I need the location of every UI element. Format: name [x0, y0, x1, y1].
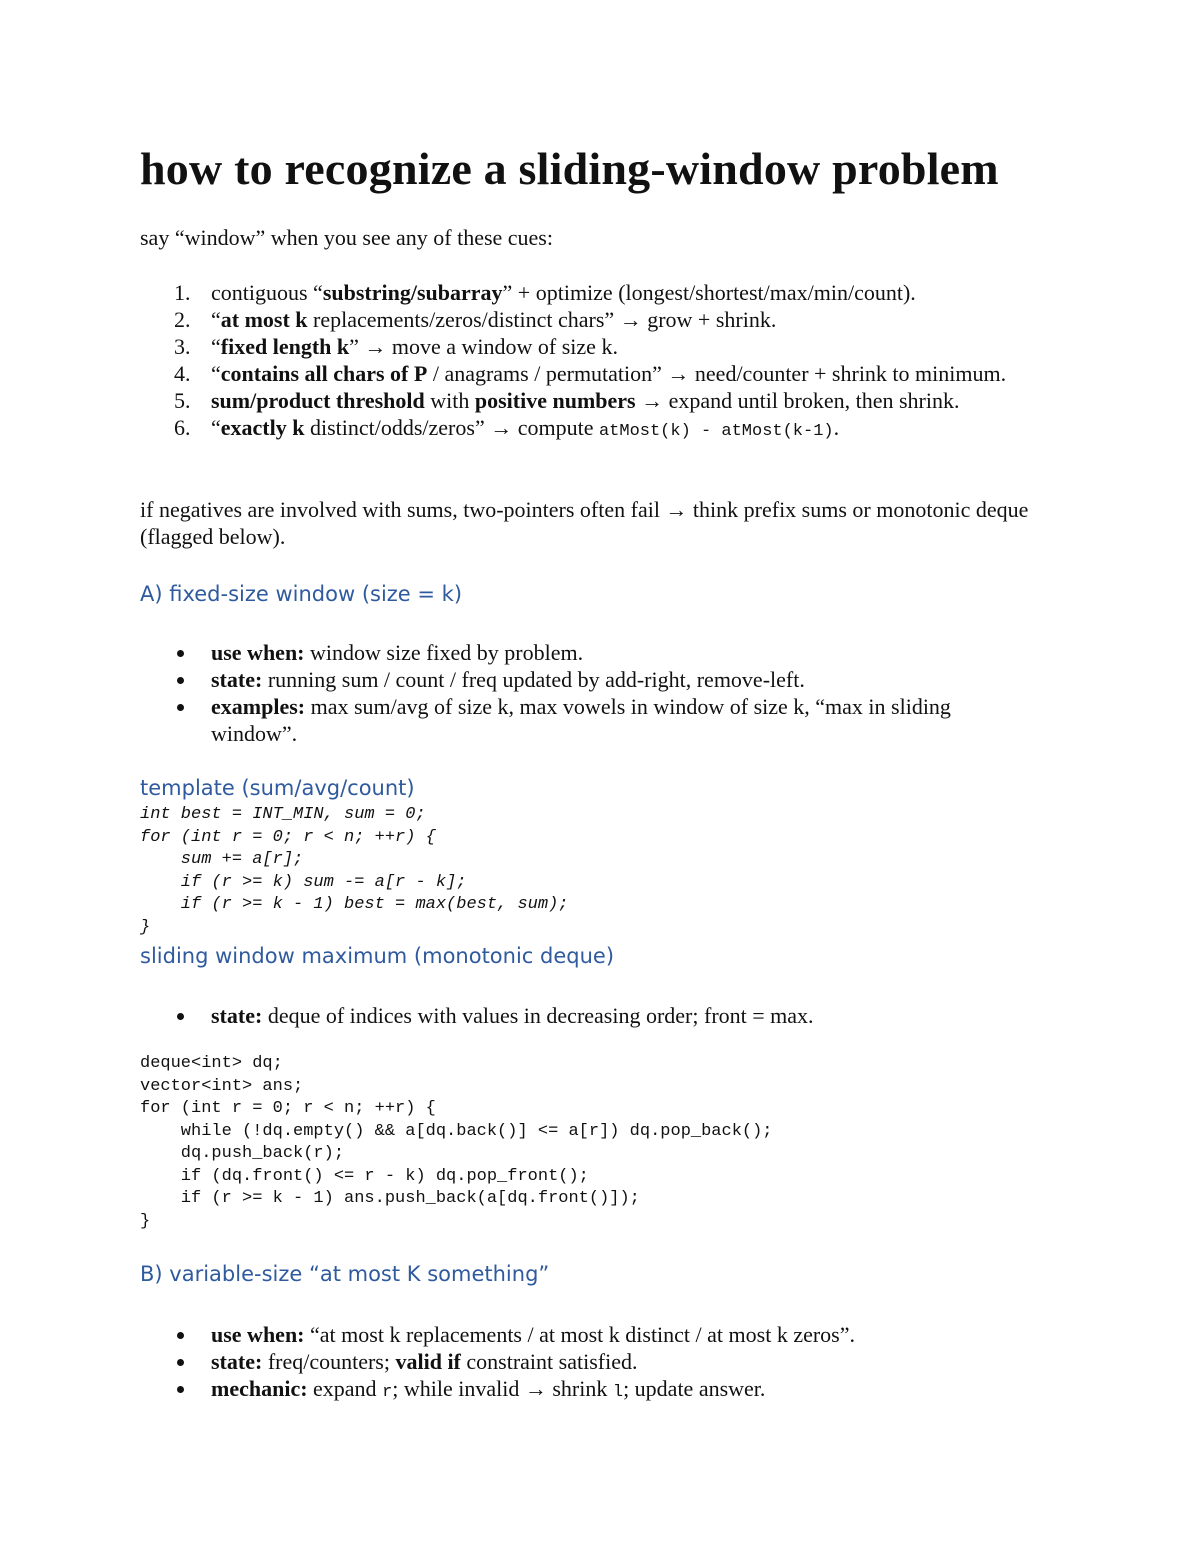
- list-item: 2. “at most k replacements/zeros/distinct chars” → grow + shrink.: [174, 307, 777, 332]
- list-item: 1. contiguous “substring/subarray” + optimize (longest/shortest/max/min/count).: [174, 280, 916, 305]
- list-item: mechanic: expand r; while invalid → shrink l; update answer.: [140, 1375, 1030, 1406]
- bullet-icon: [177, 1386, 184, 1393]
- bullet-icon: [177, 1013, 184, 1020]
- deque-code-block: deque<int> dq; vector<int> ans; for (int r = 0; r < n; ++r) { while (!dq.empty() && a[dq.back()] <= a[r]) dq.pop_back(); dq.push_back(r); if (dq.front() <= r - k) dq.pop_front(); if (r >= k - 1) ans.push_back(a[dq.front()]); }: [140, 1054, 773, 1231]
- section-b-bullets: [140, 1321, 1030, 1406]
- negatives-note: if negatives are involved with sums, two-pointers often fail → think prefix sums or monotonic deque (flagged below).: [140, 497, 1029, 549]
- list-item: 5. sum/product threshold with positive numbers → expand until broken, then shrink.: [174, 388, 960, 413]
- list-item: 4. “contains all chars of P / anagrams / permutation” → need/counter + shrink to minimum.: [174, 361, 1007, 386]
- deque-heading: sliding window maximum (monotonic deque): [140, 944, 615, 968]
- list-item: use when: window size fixed by problem.: [140, 639, 1030, 666]
- bullet-icon: [177, 1359, 184, 1366]
- list-item: use when: “at most k replacements / at most k distinct / at most k zeros”.: [140, 1321, 1030, 1348]
- list-item: 6. “exactly k distinct/odds/zeros” → compute atMost(k) - atMost(k-1).: [174, 415, 840, 441]
- template-code-block: int best = INT_MIN, sum = 0; for (int r = 0; r < n; ++r) { sum += a[r]; if (r >= k) sum -= a[r - k]; if (r >= k - 1) best = max(best, sum); }: [140, 805, 569, 937]
- page-title: how to recognize a sliding-window problem: [140, 143, 999, 194]
- intro-text: say “window” when you see any of these cues:: [140, 225, 553, 250]
- list-item: state: running sum / count / freq updated by add-right, remove-left.: [140, 666, 1030, 693]
- list-item: examples: max sum/avg of size k, max vowels in window of size k, “max in sliding window”.: [140, 693, 1030, 747]
- inline-code: l: [612, 1383, 624, 1402]
- list-item: state: freq/counters; valid if constraint satisfied.: [140, 1348, 1030, 1375]
- bullet-icon: [177, 650, 184, 657]
- cue-list: [140, 279, 1030, 445]
- deque-bullets: [140, 1002, 1030, 1029]
- inline-code: atMost(k) - atMost(k-1): [598, 422, 834, 441]
- section-b-heading: B) variable-size “at most K something”: [140, 1262, 550, 1286]
- section-a-heading: A) fixed-size window (size = k): [140, 582, 463, 606]
- template-heading: template (sum/avg/count): [140, 776, 415, 800]
- list-item: state: deque of indices with values in decreasing order; front = max.: [140, 1002, 1030, 1029]
- bullet-icon: [177, 677, 184, 684]
- bullet-icon: [177, 1332, 184, 1339]
- section-a-bullets: [140, 639, 1030, 747]
- list-item: 3. “fixed length k” → move a window of size k.: [174, 334, 618, 359]
- bullet-icon: [177, 704, 184, 711]
- inline-code: r: [382, 1383, 393, 1402]
